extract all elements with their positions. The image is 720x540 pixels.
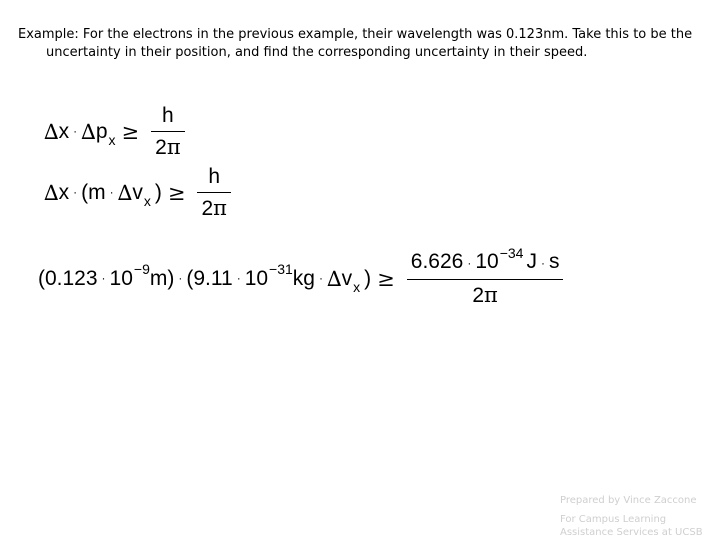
subscript-x: x [143,193,151,209]
mass-coefficient: (9.11 [186,267,233,290]
close-paren: ) [364,267,372,290]
problem-statement: Example: For the electrons in the previous example, their wavelength was 0.123nm. Take this to be the uncertainty in their position, and find the corresponding uncertainty in their speed. [18,27,693,60]
denominator-coefficient: 2 [155,136,167,159]
delta-symbol: ∆ [326,267,342,291]
power-base: 10 [244,267,269,290]
fraction-numerator: h [162,104,174,127]
fraction-denominator [197,193,231,221]
position-variable: x [58,181,70,204]
multiply-dot: · [73,185,78,199]
multiply-dot: · [178,271,183,285]
fraction [407,245,564,308]
unit-kilogram: kg [292,267,315,290]
subscript-x: x [353,279,361,295]
geq-symbol: ≥ [121,120,140,144]
position-coefficient: (0.123 [38,267,98,290]
unit-second: s [548,250,560,273]
unit-joule: J [526,250,537,273]
delta-symbol: ∆ [117,181,133,205]
denominator-coefficient: 2 [472,284,485,307]
multiply-dot: · [467,256,472,270]
power-base: 10 [475,250,499,273]
geq-symbol: ≥ [377,267,395,291]
close-paren: ) [154,181,162,204]
geq-symbol: ≥ [167,181,186,205]
subscript-x: x [108,132,116,148]
pi-symbol: π [484,283,498,307]
uncertainty-equation-2 [44,165,231,221]
fraction-numerator [407,245,564,279]
delta-symbol: ∆ [44,120,59,144]
fraction-numerator: h [208,165,221,188]
fraction-denominator [151,132,185,160]
delta-symbol: ∆ [81,120,96,144]
planck-coefficient: 6.626 [410,250,464,273]
multiply-dot: · [318,271,323,285]
multiply-dot: · [73,124,78,138]
position-variable: x [58,120,70,143]
fraction [151,104,185,160]
fraction-denominator [468,280,502,308]
exponent: −31 [269,261,293,277]
uncertainty-equation-1 [44,104,185,160]
momentum-variable: p [95,120,108,143]
multiply-dot: · [540,256,545,270]
exponent: −34 [499,245,524,261]
multiply-dot: · [109,185,114,199]
author-credit: Prepared by Vince Zaccone [560,495,697,506]
power-base: 10 [109,267,133,290]
pi-symbol: π [213,196,227,220]
velocity-variable: v [132,181,143,204]
exponent: −9 [133,261,150,277]
pi-symbol: π [166,135,181,159]
unit-meter: m) [149,267,175,290]
numeric-equation [38,245,563,308]
denominator-coefficient: 2 [201,197,214,220]
fraction [197,165,231,221]
mass-term: (m [81,181,106,204]
multiply-dot: · [101,271,106,285]
multiply-dot: · [236,271,241,285]
institution-credit: For Campus Learning Assistance Services at UCSB [560,514,703,538]
velocity-variable: v [341,267,353,290]
delta-symbol: ∆ [44,181,59,205]
